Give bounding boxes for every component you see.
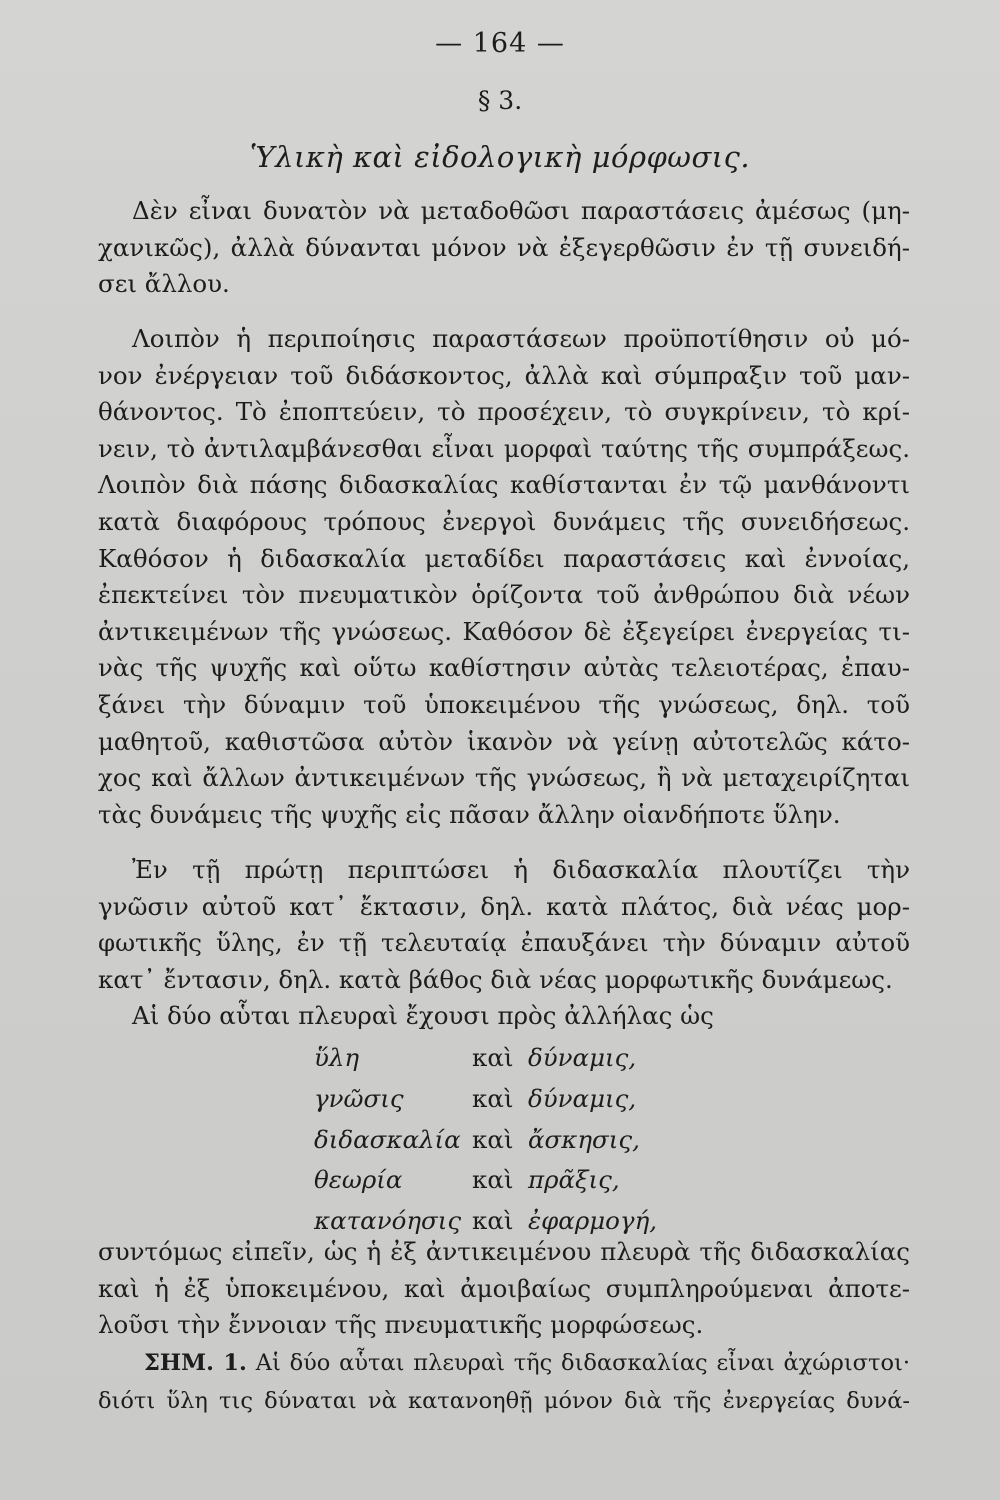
paragraph-line: Αἱ δύο αὗται πλευραὶ ἔχουσι πρὸς ἀλλήλας ὡς bbox=[132, 1001, 714, 1030]
footnote-text: Αἱ δύο αὗται πλευραὶ τῆς διδασκαλίας εἶναι ἀχώριστοι· bbox=[255, 1350, 910, 1376]
page-number: — 164 — bbox=[435, 28, 565, 59]
pair-right: πρᾶξις, bbox=[528, 1165, 620, 1195]
paragraph-line: μαθητοῦ, καθιστῶσα αὐτὸν ἱκανὸν νὰ γείνῃ αὐτοτελῶς κάτο- bbox=[98, 726, 910, 756]
pair-conjunction: καὶ bbox=[472, 1206, 514, 1236]
paragraph-2 bbox=[98, 321, 910, 833]
pair-right: δύναμις, bbox=[528, 1043, 637, 1072]
paragraph-line: νὰς τῆς ψυχῆς καὶ οὕτω καθίστησιν αὐτὰς τελειοτέρας, ἐπαυ- bbox=[98, 653, 910, 683]
pair-left: γνῶσις bbox=[314, 1083, 404, 1113]
paragraph-line: Ἐν τῇ πρώτῃ περιπτώσει ἡ διδασκαλία πλουτίζει τὴν bbox=[132, 855, 910, 884]
pair-right: ἐφαρμογή, bbox=[528, 1206, 658, 1236]
paragraph-line: θάνοντος. Τὸ ἐποπτεύειν, τὸ προσέχειν, τὸ συγκρίνειν, τὸ κρί- bbox=[98, 397, 910, 427]
paragraph-line: ἀντικειμένων τῆς γνώσεως. Καθόσον δὲ ἐξεγείρει ἐνεργείας τι- bbox=[98, 616, 910, 646]
paragraph-line: νον ἐνέργειαν τοῦ διδάσκοντος, ἀλλὰ καὶ σύμπραξιν τοῦ μαν- bbox=[98, 360, 910, 390]
pair-left: κατανόησις bbox=[314, 1206, 462, 1236]
pair-conjunction: καὶ bbox=[472, 1083, 514, 1113]
paragraph-line: νειν, τὸ ἀντιλαμβάνεσθαι εἶναι μορφαὶ ταύτης τῆς συμπράξεως. bbox=[98, 433, 910, 463]
paragraph-line: χανικῶς), ἀλλὰ δύνανται μόνον νὰ ἐξεγερθῶσιν ἐν τῇ συνειδή- bbox=[98, 232, 910, 262]
paragraph-line: φωτικῆς ὕλης, ἐν τῇ τελευταίᾳ ἐπαυξάνει τὴν δύναμιν αὐτοῦ bbox=[98, 928, 910, 958]
paragraph-line: γνῶσιν αὐτοῦ κατ᾽ ἔκτασιν, δηλ. κατὰ πλάτος, διὰ νέας μορ- bbox=[98, 891, 910, 921]
paragraph-line: Δὲν εἶναι δυνατὸν νὰ μεταδοθῶσι παραστάσεις ἀμέσως (μη- bbox=[132, 196, 910, 225]
footnote-label: ΣΗΜ. 1. bbox=[144, 1350, 247, 1376]
paragraph-line: καὶ ἡ ἐξ ὑποκειμένου, καὶ ἀμοιβαίως συμπληρούμεναι ἀποτε- bbox=[98, 1273, 910, 1303]
paragraph-line: κατ᾽ ἔντασιν, δηλ. κατὰ βάθος διὰ νέας μορφωτικῆς δυνάμεως. bbox=[98, 964, 893, 994]
closing-paragraph bbox=[98, 1234, 910, 1344]
paragraph-line: λοῦσι τὴν ἔννοιαν τῆς πνευματικῆς μορφώσεως. bbox=[98, 1310, 704, 1340]
pair-right: δύναμις, bbox=[528, 1083, 637, 1113]
paragraph-line: ξάνει τὴν δύναμιν τοῦ ὑποκειμένου τῆς γνώσεως, δηλ. τοῦ bbox=[98, 689, 910, 719]
paragraph-4 bbox=[98, 998, 910, 1035]
paragraph-line: χος καὶ ἄλλων ἀντικειμένων τῆς γνώσεως, ἢ νὰ μεταχειρίζηται bbox=[98, 763, 910, 793]
paragraph-3 bbox=[98, 852, 910, 998]
footnote-line bbox=[98, 1344, 910, 1382]
footnote bbox=[98, 1344, 910, 1420]
paragraph-line: Καθόσον ἡ διδασκαλία μεταδίδει παραστάσεις καὶ ἐννοίας, bbox=[98, 543, 910, 573]
pair-conjunction: καὶ bbox=[472, 1165, 514, 1195]
correspondence-list bbox=[314, 1038, 657, 1242]
correspondence-row bbox=[314, 1120, 657, 1161]
pair-left: ὕλη bbox=[314, 1043, 360, 1072]
paragraph-line: τὰς δυνάμεις τῆς ψυχῆς εἰς πᾶσαν ἄλλην οἱανδήποτε ὕλην. bbox=[98, 799, 841, 829]
pair-right: ἄσκησις, bbox=[528, 1124, 640, 1154]
correspondence-row bbox=[314, 1079, 657, 1120]
pair-left: θεωρία bbox=[314, 1165, 403, 1195]
pair-left: διδασκαλία bbox=[314, 1124, 461, 1154]
paragraph-line: συντόμως εἰπεῖν, ὡς ἡ ἐξ ἀντικειμένου πλευρὰ τῆς διδασκαλίας bbox=[98, 1237, 910, 1266]
correspondence-row bbox=[314, 1160, 657, 1201]
paragraph-line: κατὰ διαφόρους τρόπους ἐνεργοὶ δυνάμεις τῆς συνειδήσεως. bbox=[98, 506, 910, 536]
paragraph-line: σει ἄλλου. bbox=[98, 269, 230, 299]
correspondence-row bbox=[314, 1038, 657, 1079]
paragraph-line: ἐπεκτείνει τὸν πνευματικὸν ὁρίζοντα τοῦ ἀνθρώπου διὰ νέων bbox=[98, 580, 910, 610]
paragraph-1 bbox=[98, 193, 910, 303]
pair-conjunction: καὶ bbox=[472, 1043, 514, 1072]
section-number: § 3. bbox=[477, 86, 523, 115]
paragraph-line: Λοιπὸν ἡ περιποίησις παραστάσεων προϋποτίθησιν οὐ μό- bbox=[132, 324, 910, 353]
pair-conjunction: καὶ bbox=[472, 1124, 514, 1154]
paragraph-line: Λοιπὸν διὰ πάσης διδασκαλίας καθίστανται ἐν τῷ μανθάνοντι bbox=[98, 470, 910, 500]
footnote-line: διότι ὕλη τις δύναται νὰ κατανοηθῇ μόνον διὰ τῆς ἐνεργείας δυνά- bbox=[98, 1388, 910, 1414]
section-heading: Ὑλικὴ καὶ εἰδολογικὴ μόρφωσις. bbox=[249, 140, 751, 174]
